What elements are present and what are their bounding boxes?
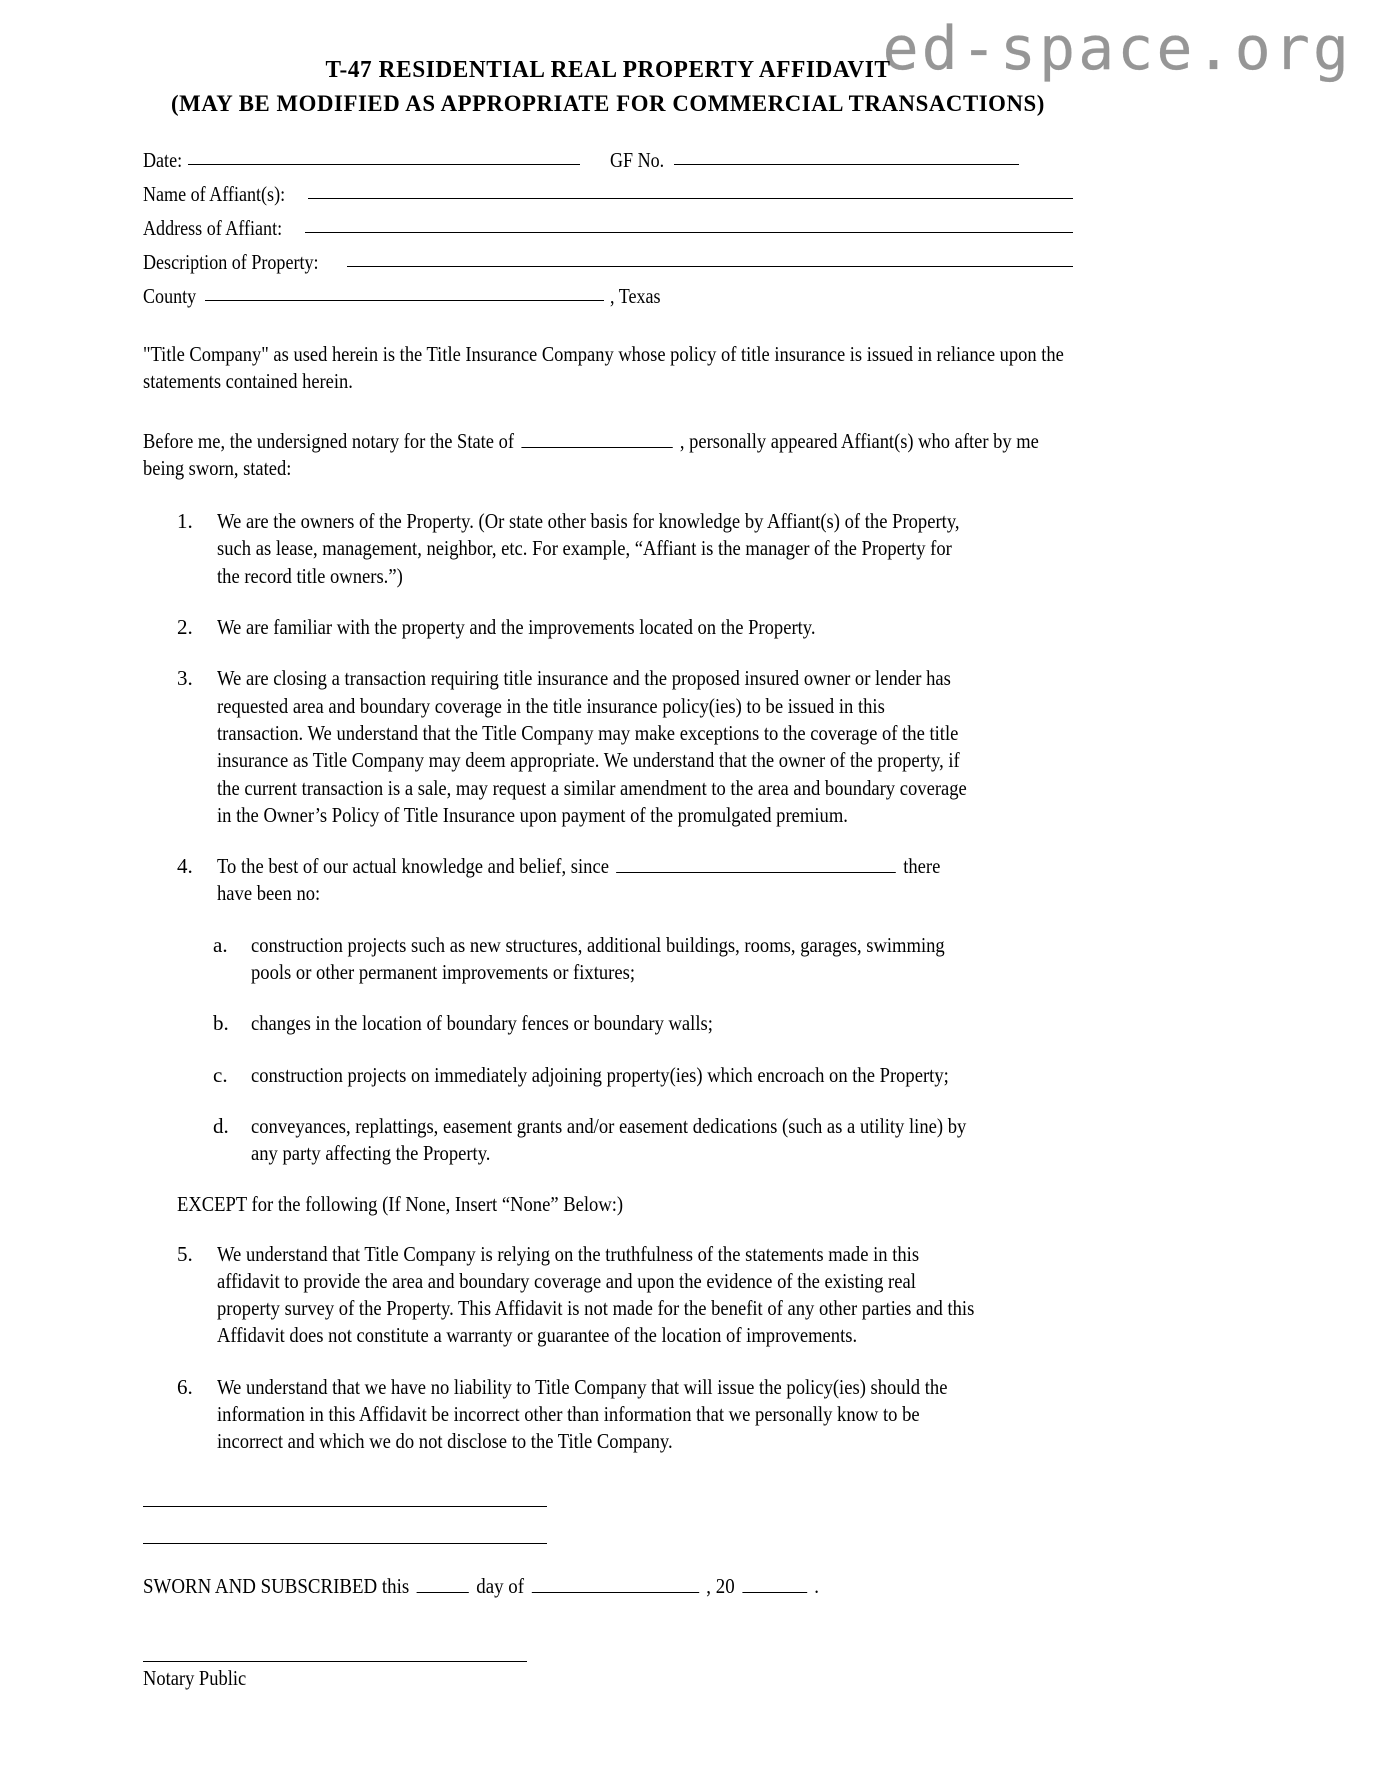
list-item — [143, 1062, 1073, 1089]
document-content — [143, 55, 1073, 1691]
page-title: T-47 RESIDENTIAL REAL PROPERTY AFFIDAVIT — [325, 57, 891, 83]
county-input-line[interactable] — [205, 282, 604, 301]
site-watermark: ed-space.org — [882, 14, 1352, 84]
sworn-year-input-line[interactable] — [742, 1577, 807, 1593]
page-subtitle: (MAY BE MODIFIED AS APPROPRIATE FOR COMMERCIAL TRANSACTIONS) — [170, 90, 1045, 117]
date-input-line[interactable] — [188, 146, 580, 165]
item-4-date-input-line[interactable] — [616, 857, 896, 873]
list-item-text: We understand that we have no liability to Title Company that will issue the policy(ies) should the information in this Affidavit be incorrect other than information that we personally know to be incorrect and which we do not disclose to the Title Company. — [217, 1374, 948, 1454]
sworn-text-part4: . — [814, 1573, 820, 1598]
except-clause: EXCEPT for the following (If None, Insert “None” Below:) — [177, 1191, 624, 1216]
list-item-marker: 1. — [177, 509, 193, 534]
list-item-text — [217, 853, 975, 908]
list-item-marker: 4. — [177, 854, 193, 879]
list-item — [143, 665, 1073, 829]
list-item-text: We understand that Title Company is relying on the truthfulness of the statements made in this affidavit to provide the area and boundary coverage and upon the evidence of the existing real property survey of the Property. This Affidavit is not made for the benefit of any other parties and this Affidavit does not constitute a warranty or guarantee of the location of improvements. — [217, 1241, 975, 1348]
field-row-description-of-property — [143, 250, 1073, 273]
title-company-definition-paragraph: "Title Company" as used herein is the Title Insurance Company whose policy of title insurance is issued in reliance upon the statements contained herein. — [143, 341, 1064, 393]
sworn-and-subscribed-line — [143, 1574, 980, 1599]
affiant-signature-line-2[interactable] — [143, 1517, 547, 1544]
list-item-marker: a. — [213, 932, 228, 957]
list-item-marker: b. — [213, 1011, 229, 1036]
description-of-property-input-line[interactable] — [347, 248, 1073, 267]
form-fields — [143, 148, 1073, 307]
before-me-text-part2: , personally appeared Affiant(s) who after by me being sworn, stated: — [143, 429, 1039, 481]
list-item — [143, 853, 1073, 908]
before-me-text-part1: Before me, the undersigned notary for the State of — [143, 429, 515, 454]
county-state-label: , Texas — [609, 283, 661, 308]
name-of-affiant-label: Name of Affiant(s): — [143, 181, 286, 206]
list-item — [143, 1113, 1073, 1168]
before-me-paragraph — [143, 428, 1068, 482]
date-label: Date: — [143, 147, 183, 172]
list-item-marker: 3. — [177, 666, 193, 691]
list-item — [143, 1241, 1073, 1350]
field-row-address-of-affiant — [143, 216, 1073, 239]
gf-no-label: GF No. — [610, 147, 665, 172]
notary-public-label: Notary Public — [143, 1665, 247, 1690]
address-of-affiant-label: Address of Affiant: — [143, 215, 283, 240]
list-item-text: We are closing a transaction requiring title insurance and the proposed insured owner or lender has requested area and boundary coverage in the title insurance policy(ies) to be issued in this transaction. We understand that the Title Company may make exceptions to the coverage of the title insurance as Title Company may deem appropriate. We understand that the owner of the property, if the current transaction is a sale, may request a similar amendment to the area and boundary coverage in the Owner’s Policy of Title Insurance upon payment of the promulgated premium. — [217, 666, 967, 827]
sworn-month-input-line[interactable] — [531, 1577, 698, 1593]
gf-no-input-line[interactable] — [674, 146, 1019, 165]
sworn-text-part2: day of — [476, 1573, 525, 1598]
list-item-marker: c. — [213, 1062, 228, 1087]
list-item-text: changes in the location of boundary fences or boundary walls; — [251, 1011, 713, 1036]
description-of-property-label: Description of Property: — [143, 249, 319, 274]
item-4-text-before-blank: To the best of our actual knowledge and belief, since — [217, 854, 609, 879]
notary-signature-line[interactable] — [143, 1635, 527, 1662]
field-row-date-gfno — [143, 148, 1073, 171]
sworn-text-part1: SWORN AND SUBSCRIBED this — [143, 1573, 410, 1598]
address-of-affiant-input-line[interactable] — [305, 214, 1073, 233]
field-row-county — [143, 284, 1073, 307]
list-item — [143, 508, 1073, 590]
county-label: County — [143, 283, 197, 308]
document-title-block — [143, 55, 1073, 120]
lettered-sublist — [143, 932, 1073, 1168]
numbered-list-upper — [143, 508, 1073, 908]
list-item — [143, 1010, 1073, 1037]
list-item-text: conveyances, replattings, easement grants and/or easement dedications (such as a utility line) by any party affecting the Property. — [251, 1113, 967, 1166]
list-item — [143, 932, 1073, 987]
state-input-line[interactable] — [521, 432, 672, 448]
sworn-text-part3: , 20 — [706, 1573, 735, 1598]
signature-block — [143, 1480, 1073, 1691]
list-item-text: construction projects such as new structures, additional buildings, rooms, garages, swimming pools or other permanent improvements or fixtures; — [251, 932, 945, 985]
list-item-marker: d. — [213, 1113, 229, 1138]
affiant-signature-line-1[interactable] — [143, 1480, 547, 1507]
field-row-name-of-affiant — [143, 182, 1073, 205]
list-item-text: We are familiar with the property and the improvements located on the Property. — [217, 615, 816, 640]
list-item-text: We are the owners of the Property. (Or state other basis for knowledge by Affiant(s) of the Property, such as lease, management, neighbor, etc. For example, “Affiant is the manager of the Property for the record title owners.”) — [217, 509, 960, 588]
list-item — [143, 614, 1073, 641]
sworn-day-input-line[interactable] — [417, 1577, 469, 1593]
numbered-list-lower — [143, 1241, 1073, 1456]
list-item-marker: 5. — [177, 1241, 193, 1266]
list-item-text: construction projects on immediately adjoining property(ies) which encroach on the Property; — [251, 1062, 949, 1087]
list-item-marker: 6. — [177, 1374, 193, 1399]
list-item-marker: 2. — [177, 615, 193, 640]
item-4-text-after-blank: there have been no: — [217, 854, 941, 906]
list-item — [143, 1374, 1073, 1456]
name-of-affiant-input-line[interactable] — [308, 180, 1073, 199]
